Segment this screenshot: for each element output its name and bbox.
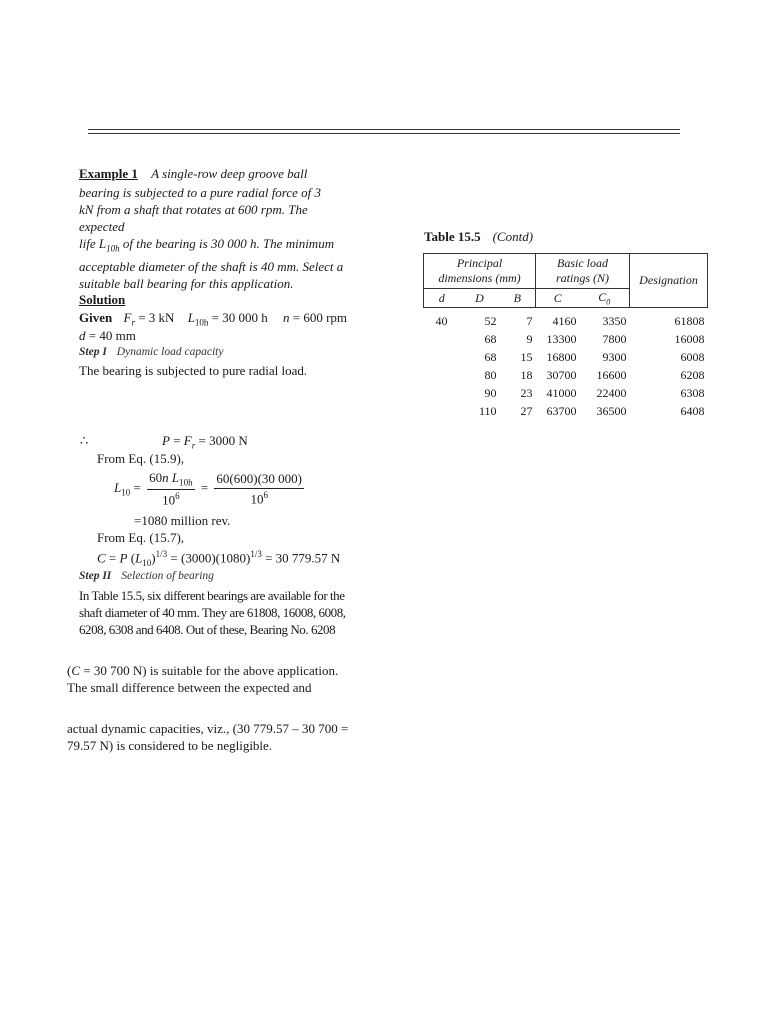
- solution-heading: Solution: [79, 292, 126, 307]
- example-line-1: A single-row deep groove ball: [151, 166, 308, 181]
- table-cell-D: 110: [478, 403, 497, 418]
- table-row: [424, 402, 708, 420]
- table-cell-des: 16008: [674, 331, 705, 346]
- given-diameter: d = 40 mm: [79, 328, 136, 343]
- table-cell-d: 40: [435, 313, 448, 328]
- table-caption: Table 15.5 (Contd): [424, 229, 534, 244]
- table-row: [424, 308, 708, 331]
- l10-equation: $L_{10}$ = $\frac{60n L_{10h}}{10^6}$ = $\frac{60(600)(30 000)}{10^6}$: [114, 470, 302, 507]
- step2-line-2: shaft diameter of 40 mm. They are 61808, 16008, 6008,: [79, 605, 346, 620]
- continuation-block: [67, 662, 352, 696]
- table-cell-C0: 3350: [602, 313, 627, 328]
- table-cell-C0: 16600: [596, 367, 627, 382]
- table-cell-B: 15: [520, 349, 533, 364]
- table-cell-C0: 22400: [596, 385, 627, 400]
- table-header-row-1: [424, 254, 708, 289]
- p-equation: $P = F_r = 3000$ N: [162, 433, 248, 451]
- header-principal-dimensions: Principal dimensions (mm): [424, 254, 536, 289]
- table-row: [424, 366, 708, 384]
- header-basic-load-ratings: Basic load ratings (N): [536, 254, 630, 289]
- table-cell-C0: 9300: [602, 349, 627, 364]
- header-rule-top: [88, 129, 680, 130]
- col-header-D: D: [460, 289, 500, 308]
- example-line-2: bearing is subjected to a pure radial force of 3: [79, 185, 322, 200]
- from-eq-15-7: From Eq. (15.7),: [97, 530, 185, 545]
- table-row: [424, 330, 708, 348]
- table-cell-des: 6408: [680, 403, 705, 418]
- table-cell-C: 30700: [546, 367, 577, 382]
- c-equation: C = P $(L_{10})^{1/3} = (3000)(1080)^{1/3} = 30$ 779.57 N: [97, 549, 341, 568]
- step2-line-3: 6208, 6308 and 6408. Out of these, Bearing No. 6208: [79, 622, 336, 637]
- example-line-3: kN from a shaft that rotates at 600 rpm. The: [79, 202, 308, 217]
- example-block: [79, 165, 364, 292]
- cont-line-1: (C = 30 700 N) is suitable for the above application.: [67, 663, 339, 678]
- therefore-symbol: ∴: [80, 433, 89, 448]
- table-cell-B: 23: [520, 385, 533, 400]
- table-row: [424, 348, 708, 366]
- table-cell-d: [424, 402, 460, 420]
- from-eq-15-9: From Eq. (15.9),: [97, 451, 185, 466]
- header-rule-bottom: [88, 133, 680, 134]
- table-cell-d: [424, 366, 460, 384]
- step2-text: [79, 587, 366, 638]
- step1-header: Step I Dynamic load capacity: [79, 346, 224, 358]
- table-cell-B: 7: [526, 313, 533, 328]
- col-header-B: B: [500, 289, 536, 308]
- table-cell-C0: 7800: [602, 331, 627, 346]
- example-label: Example 1: [79, 166, 138, 181]
- bearing-table: [423, 253, 708, 420]
- step1-text: The bearing is subjected to pure radial load.: [79, 363, 308, 378]
- cont-line-2: The small difference between the expected and: [67, 680, 312, 695]
- table-cell-C: 63700: [546, 403, 577, 418]
- example-line-6: acceptable diameter of the shaft is 40 mm. Select a: [79, 258, 344, 274]
- bearing-table-grid: [423, 253, 708, 420]
- col-header-C0: $C_0$: [580, 289, 630, 308]
- table-body: [424, 308, 708, 421]
- table-cell-B: 9: [526, 331, 533, 346]
- table-cell-d: [424, 384, 460, 402]
- cont-line-3: actual dynamic capacities, viz., (30 779.57 – 30 700 =: [67, 721, 349, 736]
- table-cell-D: 68: [484, 349, 497, 364]
- table-cell-des: 6208: [680, 367, 705, 382]
- table-cell-des: 6308: [680, 385, 705, 400]
- table-cell-B: 27: [520, 403, 533, 418]
- l10-fraction-2: $\frac{60(600)(30 000)}{10^6}$: [216, 470, 302, 507]
- table-cell-des: 6008: [680, 349, 705, 364]
- l10-fraction-1: $\frac{60n L_{10h}}{10^6}$: [149, 470, 193, 507]
- col-header-C: C: [536, 289, 580, 308]
- step2-header: Step II Selection of bearing: [79, 570, 214, 582]
- table-cell-C: 13300: [546, 331, 577, 346]
- table-cell-d: [424, 330, 460, 348]
- continuation-block-2: [67, 720, 352, 754]
- example-line-5: life $L_{10h}$ of the bearing is 30 000 h. The minimum: [79, 236, 335, 254]
- table-cell-D: 80: [484, 367, 497, 382]
- table-cell-D: 90: [484, 385, 497, 400]
- cont-line-4: 79.57 N) is considered to be negligible.: [67, 738, 273, 753]
- given-line: Given $F_r = 3$ kN $L_{10h} = 30$ 000 h n = 600 rpm: [79, 310, 348, 328]
- table-cell-C: 16800: [546, 349, 577, 364]
- col-header-d: d: [424, 289, 460, 308]
- table-cell-D: 68: [484, 331, 497, 346]
- table-row: [424, 384, 708, 402]
- step2-line-1: In Table 15.5, six different bearings are available for the: [79, 588, 345, 603]
- table-cell-C: 41000: [546, 385, 577, 400]
- l10-result: =1080 million rev.: [134, 513, 231, 528]
- table-cell-D: 52: [484, 313, 497, 328]
- table-cell-C: 4160: [552, 313, 577, 328]
- table-cell-d: [424, 348, 460, 366]
- table-cell-des: 61808: [674, 313, 705, 328]
- header-designation: Designation: [630, 254, 708, 308]
- table-cell-C0: 36500: [596, 403, 627, 418]
- example-line-7: suitable ball bearing for this application.: [79, 275, 294, 291]
- table-cell-B: 18: [520, 367, 533, 382]
- example-line-4: expected: [79, 219, 125, 234]
